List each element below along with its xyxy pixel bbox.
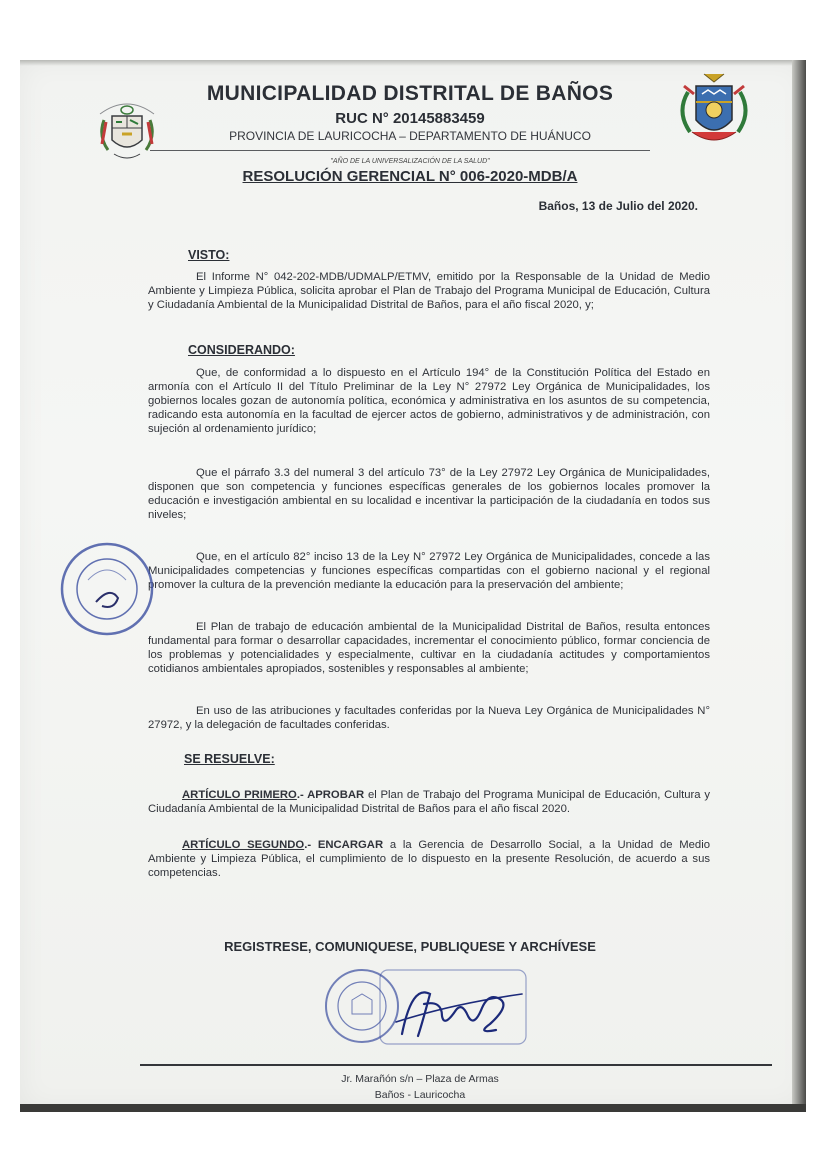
footer-address: Jr. Marañón s/n – Plaza de Armas (341, 1073, 499, 1085)
considerando-paragraph-3 (148, 550, 710, 592)
ruc-number: RUC N° 20145883459 (335, 110, 485, 127)
considerando-paragraph-2 (148, 466, 710, 522)
province-department: PROVINCIA DE LAURICOCHA – DEPARTAMENTO DE HUÁNUCO (229, 129, 591, 143)
footer-city: Baños - Lauricocha (374, 1089, 466, 1101)
considerando-text-5: En uso de las atribuciones y facultades conferidas por la Nueva Ley Orgánica de Municipalidades N° 27972, y la delegación de facultades conferidas. (148, 705, 710, 731)
article-1-separator: .- (296, 789, 308, 801)
considerando-text-1: Que, de conformidad a lo dispuesto en el Artículo 194° de la Constitución Política del Estado en armonía con el Artículo II del Título Preliminar de la Ley N° 27972 Ley Orgánica de Municipalidades, los gobiernos locales gozan de autonomía política, económica y administrativa en los asuntos de su competencia, radicando esta autonomía en la facultad de ejercer actos de gobierno, administrativos y de administración, con sujeción al ordenamiento jurídico; (148, 367, 710, 435)
page-bottom-edge (20, 1104, 806, 1112)
considerando-paragraph-1 (148, 366, 710, 436)
article-2-verb: ENCARGAR (317, 839, 384, 851)
page-right-edge (792, 60, 806, 1110)
footer-divider (140, 1064, 772, 1066)
considerando-text-4: El Plan de trabajo de educación ambiental de la Municipalidad Distrital de Baños, resulta entonces fundamental para formar o desarrollar capacidades, incrementar el conocimiento público, formar conciencia de los problemas y potencialidades y especialmente, cultivar en la ciudadanía actitudes y comportamientos cotidianos ambientales apropiados, sostenibles y responsables al ambiente; (148, 621, 710, 675)
considerando-paragraph-5 (148, 704, 710, 732)
considerando-text-2: Que el párrafo 3.3 del numeral 3 del artículo 73° de la Ley 27972 Ley Orgánica de Municipalidades, disponen que son competencia y funciones específicas generales de los gobiernos locales promover la educación e investigación ambiental en su localidad e incentivar la participación de la ciudadanía en todos sus niveles; (148, 467, 710, 521)
article-1-label: ARTÍCULO PRIMERO (182, 789, 297, 801)
closing-formula: REGISTRESE, COMUNIQUESE, PUBLIQUESE Y ARCHÍVESE (224, 939, 596, 954)
article-2-text: a la Gerencia de Desarrollo Social, a la Unidad de Medio Ambiente y Limpieza Pública, el cumplimiento de lo dispuesto en la presente Resolución, de acuerdo a sus competencias. (148, 839, 711, 879)
visto-text: El Informe N° 042-202-MDB/UDMALP/ETMV, emitido por la Responsable de la Unidad de Medio Ambiente y Limpieza Pública, solicita aprobar el Plan de Trabajo del Programa Municipal de Educación, Cultura y Ciudadanía Ambiental de la Municipalidad Distrital de Baños, para el año fiscal 2020, y; (148, 271, 710, 311)
article-2-label: ARTÍCULO SEGUNDO (182, 839, 305, 851)
considerando-paragraph-4 (148, 620, 710, 676)
article-2 (148, 838, 710, 880)
considerando-heading: CONSIDERANDO: (188, 343, 295, 357)
document-date: Baños, 13 de Julio del 2020. (538, 199, 698, 213)
official-signature (372, 964, 532, 1060)
resuelve-heading: SE RESUELVE: (184, 752, 275, 766)
article-1-verb: APROBAR (307, 789, 365, 801)
letterhead (60, 72, 760, 182)
visto-heading: VISTO: (188, 248, 230, 262)
article-1 (148, 788, 710, 816)
header-divider (150, 150, 650, 151)
municipality-name: MUNICIPALIDAD DISTRITAL DE BAÑOS (206, 82, 614, 105)
considerando-text-3: Que, en el artículo 82° inciso 13 de la Ley N° 27972 Ley Orgánica de Municipalidades, concede a las Municipalidades competencias y funciones específicas compartidas con el gobierno nacional y el regional promover la cultura de la prevención mediante la educación para la preservación del ambiente; (148, 551, 710, 591)
resolution-title: RESOLUCIÓN GERENCIAL N° 006-2020-MDB/A (242, 168, 578, 185)
article-2-separator: .- (304, 839, 318, 851)
year-motto: "AÑO DE LA UNIVERSALIZACIÓN DE LA SALUD" (330, 158, 490, 165)
municipal-seal-stamp (58, 540, 156, 638)
visto-paragraph (148, 270, 710, 312)
page-top-edge (20, 60, 806, 66)
article-1-text: el Plan de Trabajo del Programa Municipal de Educación, Cultura y Ciudadanía Ambiental de la Municipalidad Distrital de Baños para el año fiscal 2020. (148, 789, 710, 815)
